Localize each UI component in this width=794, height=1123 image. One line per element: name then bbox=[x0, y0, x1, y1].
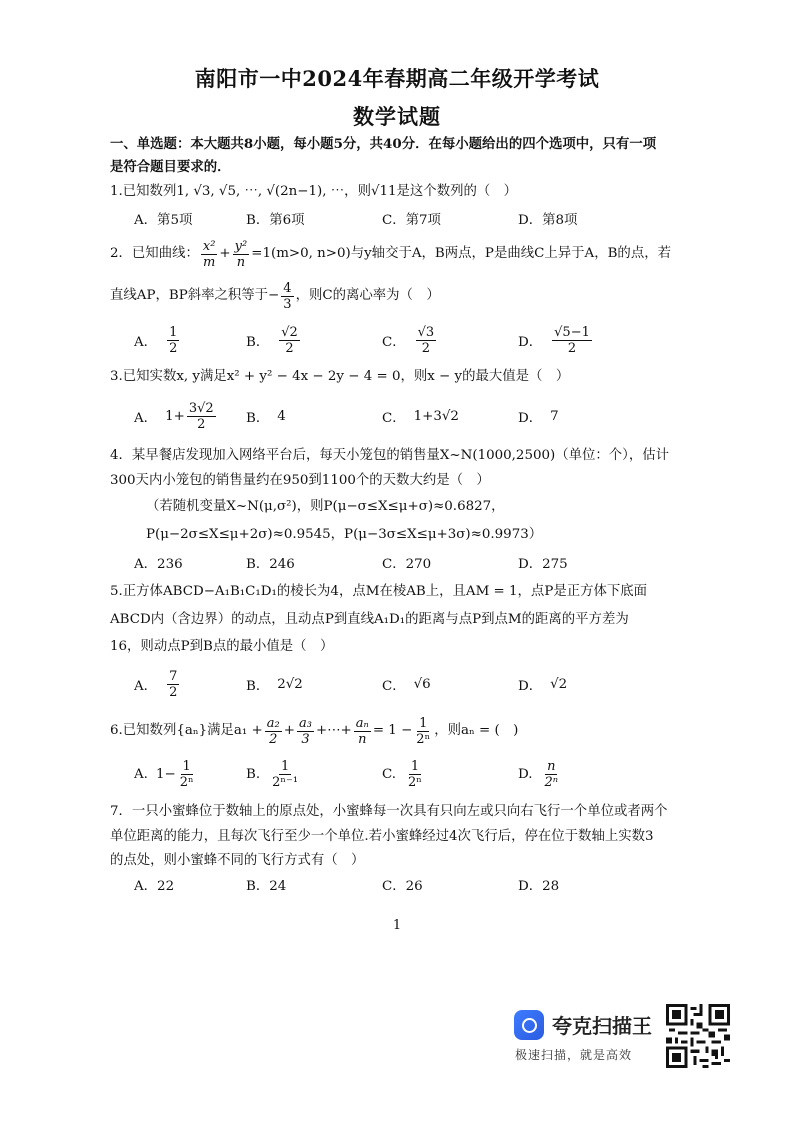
q3-option-d: D． 7 bbox=[518, 408, 559, 426]
q1-option-b: B．第6项 bbox=[246, 212, 305, 228]
q4-stem-1: 4．某早餐店发现加入网络平台后，每天小笼包的销售量X~N(1000,2500)（单位：个），估计 bbox=[110, 448, 670, 463]
q2-stem-d: ，则C的离心率为（ ） bbox=[295, 288, 440, 303]
q4-stem-4: P(μ−2σ≤X≤μ+2σ)≈0.9545，P(μ−3σ≤X≤μ+3σ)≈0.9973） bbox=[146, 527, 543, 542]
q6-options bbox=[134, 754, 754, 794]
q6-option-c: C. $\frac{1}{\text{2ⁿ}}$ bbox=[382, 758, 422, 790]
q7-stem-1: 7．一只小蜜蜂位于数轴上的原点处，小蜜蜂每一次具有只向左或只向右飞行一个单位或者两个 bbox=[110, 804, 668, 819]
q7-stem-2: 单位距离的能力，且每次飞行至少一个单位.若小蜜蜂经过4次飞行后，停在位于数轴上实数3 bbox=[110, 829, 654, 844]
q1-option-d: D．第8项 bbox=[518, 212, 578, 228]
q2-stem-a: 2．已知曲线： bbox=[110, 246, 199, 261]
q2-stem-c: 直线AP，BP斜率之积等于 bbox=[110, 288, 269, 303]
exam-title: 南阳市一中2024年春期高二年级开学考试 bbox=[194, 66, 600, 91]
q7-option-c: C．26 bbox=[382, 878, 423, 894]
scanner-brand-slogan: 极速扫描，就是高效 bbox=[515, 1048, 633, 1062]
page-number: 1 bbox=[392, 918, 402, 933]
q2-stem-line1: 2．已知曲线： $\frac{\text{x²}}{m}$ + $\frac{\text{y²}}{n}$ =1 (m>0, n>0)与y轴交于A，B两点，P是曲线C上异于A，B的点，若 bbox=[110, 238, 671, 270]
q4-option-c: C．270 bbox=[382, 556, 432, 572]
q5-option-b: B． 2√2 bbox=[246, 676, 303, 694]
q2-option-d: D． $\frac{√5-1}{2}$ bbox=[518, 324, 590, 356]
q7-option-b: B．24 bbox=[246, 878, 287, 894]
q2-frac-43: $\frac{4}{3}$ bbox=[283, 280, 292, 312]
q6-option-d: D. $\frac{n}{\text{2ⁿ}}$ bbox=[518, 758, 559, 790]
q6-option-a: A. 1− $\frac{1}{\text{2ⁿ}}$ bbox=[134, 758, 194, 790]
section-heading-cont: 是符合题目要求的． bbox=[110, 159, 231, 175]
q4-options bbox=[134, 542, 754, 582]
q3-stem: 3.已知实数x, y满足x² + y² − 4x − 2y − 4 = 0，则x − y的最大值是（ ） bbox=[110, 369, 570, 384]
q5-option-a: A． $\frac{7}{2}$ bbox=[134, 668, 178, 700]
q4-option-a: A．236 bbox=[134, 556, 183, 572]
section-heading: 一、单选题：本大题共8小题，每小题5分，共40分．在每小题给出的四个选项中，只有一项 bbox=[110, 136, 657, 152]
q2-eq: =1 bbox=[251, 246, 271, 261]
q5-option-d: D． √2 bbox=[518, 676, 568, 694]
q3-options bbox=[134, 396, 754, 436]
q6-stem: 6.已知数列{aₙ}满足a₁ + $\frac{\text{a₂}}{2}$ + $\frac{\text{a₃}}{3}$ +⋯+ $\frac{\text{aₙ}}{n}$ = 1 − $\frac{1}{\text{2ⁿ}}$ ，则aₙ = ( ) bbox=[110, 715, 519, 747]
q1-stem: 1.已知数列1, √3, √5, ⋯, √(2n−1), ⋯，则√11是这个数列的（ ） bbox=[110, 184, 518, 199]
q4-option-b: B．246 bbox=[246, 556, 295, 572]
q2-frac-x: $\frac{\text{x²}}{m}$ bbox=[202, 238, 216, 270]
q3-option-a: A． 1+ $\frac{3√2}{2}$ bbox=[134, 400, 214, 432]
q5-stem-2: ABCD内（含边界）的动点，且动点P到直线A₁D₁的距离与点P到点M的距离的平方差为 bbox=[110, 612, 629, 627]
q2-option-c: C． $\frac{√3}{2}$ bbox=[382, 324, 435, 356]
q3-option-c: C． 1+3√2 bbox=[382, 408, 459, 426]
q1-option-c: C．第7项 bbox=[382, 212, 441, 228]
q2-frac-y: $\frac{\text{y²}}{n}$ bbox=[234, 238, 248, 270]
q4-option-d: D．275 bbox=[518, 556, 568, 572]
q3-option-b: B． 4 bbox=[246, 408, 286, 426]
q6-option-b: B. $\frac{1}{\text{2ⁿ⁻¹}}$ bbox=[246, 758, 299, 790]
q1-option-a: A．第5项 bbox=[134, 212, 193, 228]
scanner-brand-name: 夸克扫描王 bbox=[552, 1014, 652, 1038]
q4-stem-3: （若随机变量X~N(μ,σ²)，则P(μ−σ≤X≤μ+σ)≈0.6827， bbox=[146, 499, 505, 514]
q2-option-b: B． $\frac{√2}{2}$ bbox=[246, 324, 298, 356]
q2-option-a: A． $\frac{1}{2}$ bbox=[134, 324, 178, 356]
q5-option-c: C． √6 bbox=[382, 676, 431, 694]
q2-stem-line2: 直线AP，BP斜率之积等于 − $\frac{4}{3}$ ，则C的离心率为（ ） bbox=[110, 280, 440, 312]
q4-stem-2: 300天内小笼包的销售量约在950到1100个的天数大约是（ ） bbox=[110, 473, 490, 488]
q5-stem-3: 16，则动点P到B点的最小值是（ ） bbox=[110, 639, 334, 654]
q1-options bbox=[134, 198, 754, 238]
q7-options bbox=[134, 864, 754, 904]
q6-stem-b: ，则aₙ = ( ) bbox=[434, 723, 519, 738]
q7-option-a: A．22 bbox=[134, 878, 175, 894]
q7-option-d: D．28 bbox=[518, 878, 560, 894]
exam-subtitle: 数学试题 bbox=[353, 104, 441, 129]
q5-stem-1: 5.正方体ABCD−A₁B₁C₁D₁的棱长为4，点M在棱AB上，且AM = 1，点P是正方体下底面 bbox=[110, 584, 648, 599]
q7-stem-3: 的点处，则小蜜蜂不同的飞行方式有（ ） bbox=[110, 853, 365, 868]
scanner-logo-icon bbox=[514, 1010, 544, 1040]
q2-stem-b: (m>0, n>0)与y轴交于A，B两点，P是曲线C上异于A，B的点，若 bbox=[270, 246, 671, 261]
q6-stem-a: 6.已知数列{aₙ}满足a₁ + bbox=[110, 723, 263, 738]
q2-options bbox=[134, 320, 754, 360]
qr-code-icon bbox=[666, 1004, 730, 1068]
q5-options bbox=[134, 664, 754, 704]
